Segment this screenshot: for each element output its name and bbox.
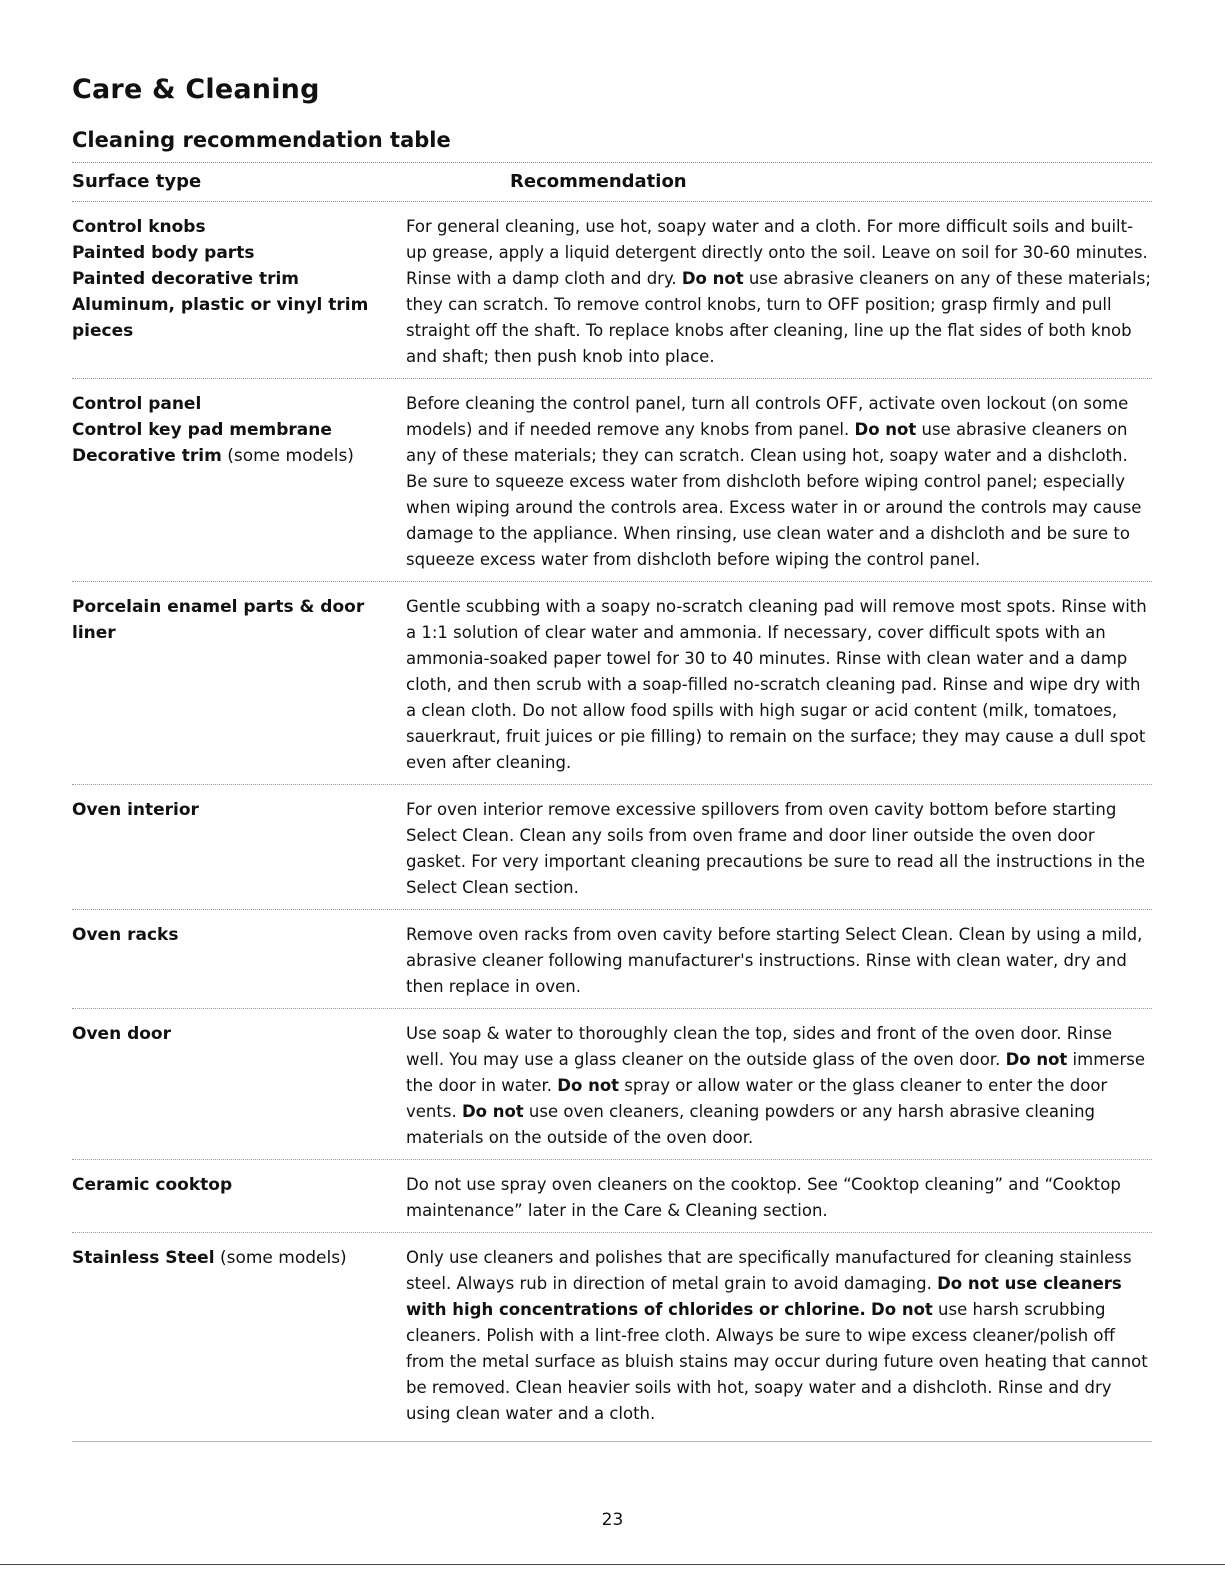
page-title: Care & Cleaning xyxy=(72,74,320,105)
recommendation-text: Remove oven racks from oven cavity before starting Select Clean. Clean by using a mild, abrasive cleaner following manufacturer's instructions. Rinse with clean water, dry and then replace in oven. xyxy=(406,925,1143,996)
recommendation-text: spray or allow water or the glass cleaner to enter the door vents. xyxy=(406,1076,1108,1121)
recommendation-text: Only use cleaners and polishes that are specifically manufactured for cleaning stainless steel. Always rub in direction of metal grain to avoid damaging. xyxy=(406,1248,1132,1293)
surface-type-label: Stainless Steel (some models) xyxy=(72,1248,347,1268)
recommendation-text: Before cleaning the control panel, turn all controls OFF, activate oven lockout (on some models) and if needed remove any knobs from panel. xyxy=(406,394,1129,439)
table-row xyxy=(72,202,1152,379)
recommendation-text: use abrasive cleaners on any of these materials; they can scratch. Clean using hot, soapy water and a dishcloth. Be sure to squeeze excess water from dishcloth before wiping control panel; especially when wiping around the controls area. Excess water in or around the controls may cause damage to the appliance. When rinsing, use clean water and a dishcloth and be sure to squeeze excess water from dishcloth before wiping the control panel. xyxy=(406,420,1142,569)
recommendation-cell xyxy=(406,391,1152,573)
surface-type-cell xyxy=(72,391,406,573)
warning-text: Do not xyxy=(854,420,917,439)
table-body xyxy=(72,202,1152,1442)
surface-type-cell xyxy=(72,214,406,370)
surface-type-label: Control knobs xyxy=(72,217,206,237)
table-header xyxy=(72,163,1152,202)
surface-type-cell xyxy=(72,797,406,901)
surface-type-cell xyxy=(72,594,406,776)
recommendation-cell xyxy=(406,797,1152,901)
surface-type-label: Control key pad membrane xyxy=(72,420,332,440)
surface-type-note: (some models) xyxy=(214,1248,347,1268)
recommendation-cell xyxy=(406,1021,1152,1151)
surface-type-cell xyxy=(72,1021,406,1151)
surface-type-label: Oven racks xyxy=(72,925,179,945)
table-row xyxy=(72,1233,1152,1442)
table-row xyxy=(72,910,1152,1009)
recommendation-text: Gentle scubbing with a soapy no-scratch cleaning pad will remove most spots. Rinse with a 1:1 solution of clear water and ammonia. If necessary, cover difficult spots with an ammonia-soaked paper towel for 30 to 40 minutes. Rinse with clean water and a damp cloth, and then scrub with a soap-filled no-scratch cleaning pad. Rinse and wipe dry with a clean cloth. Do not allow food spills with high sugar or acid content (milk, tomatoes, sauerkraut, fruit juices or pie filling) to remain on the surface; they may cause a dull spot even after cleaning. xyxy=(406,597,1147,772)
page-number: 23 xyxy=(601,1510,624,1530)
surface-type-label: Decorative trim (some models) xyxy=(72,446,354,466)
recommendation-cell xyxy=(406,594,1152,776)
surface-type-note: (some models) xyxy=(221,446,354,466)
recommendation-text: For oven interior remove excessive spillovers from oven cavity bottom before starting Select Clean. Clean any soils from oven frame and door liner outside the oven door gasket. For very important cleaning precautions be sure to read all the instructions in the Select Clean section. xyxy=(406,800,1146,897)
table-row xyxy=(72,582,1152,785)
recommendation-text: For general cleaning, use hot, soapy water and a cloth. For more difficult soils and built-up grease, apply a liquid detergent directly onto the soil. Leave on soil for 30-60 minutes. Rinse with a damp cloth and dry. xyxy=(406,217,1148,288)
recommendation-cell xyxy=(406,1245,1152,1427)
table-row xyxy=(72,1009,1152,1160)
warning-text: Do not xyxy=(1005,1050,1068,1069)
surface-type-label: Painted body parts xyxy=(72,243,255,263)
recommendation-text: use oven cleaners, cleaning powders or any harsh abrasive cleaning materials on the outside of the oven door. xyxy=(406,1102,1096,1147)
section-title: Cleaning recommendation table xyxy=(72,128,451,152)
table-row xyxy=(72,785,1152,910)
recommendation-cell xyxy=(406,922,1152,1000)
warning-text: Do not xyxy=(557,1076,620,1095)
surface-type-label: Painted decorative trim xyxy=(72,269,299,289)
page-bottom-edge xyxy=(0,1564,1225,1565)
recommendation-cell xyxy=(406,1172,1152,1224)
surface-type-label: Oven door xyxy=(72,1024,171,1044)
surface-type-cell xyxy=(72,922,406,1000)
table-row xyxy=(72,1160,1152,1233)
header-surface-type: Surface type xyxy=(72,171,202,192)
recommendation-text: Use soap & water to thoroughly clean the top, sides and front of the oven door. Rinse well. You may use a glass cleaner on the outside glass of the oven door. xyxy=(406,1024,1113,1069)
surface-type-label: Control panel xyxy=(72,394,202,414)
recommendation-cell xyxy=(406,214,1152,370)
recommendation-text: use abrasive cleaners on any of these materials; they can scratch. To remove control knobs, turn to OFF position; grasp firmly and pull straight off the shaft. To replace knobs after cleaning, line up the flat sides of both knob and shaft; then push knob into place. xyxy=(406,269,1151,366)
surface-type-cell xyxy=(72,1172,406,1224)
surface-type-label: Porcelain enamel parts & door liner xyxy=(72,597,365,643)
document-page xyxy=(72,72,1152,1442)
recommendation-text: immerse the door in water. xyxy=(406,1050,1145,1095)
recommendation-text: Do not use spray oven cleaners on the cooktop. See “Cooktop cleaning” and “Cooktop maintenance” later in the Care & Cleaning section. xyxy=(406,1175,1121,1220)
warning-text: Do not xyxy=(681,269,744,288)
surface-type-label: Oven interior xyxy=(72,800,199,820)
surface-type-label: Ceramic cooktop xyxy=(72,1175,233,1195)
warning-text: Do not use cleaners with high concentrations of chlorides or chlorine. xyxy=(406,1274,1122,1319)
header-recommendation: Recommendation xyxy=(510,171,687,192)
warning-text: Do not xyxy=(461,1102,524,1121)
surface-type-label: Aluminum, plastic or vinyl trim pieces xyxy=(72,295,369,341)
warning-text: Do not xyxy=(871,1300,933,1319)
recommendation-text: use harsh scrubbing cleaners. Polish with a lint-free cloth. Always be sure to wipe excess cleaner/polish off from the metal surface as bluish stains may occur during future oven heating that cannot be removed. Clean heavier soils with hot, soapy water and a dishcloth. Rinse and dry using clean water and a cloth. xyxy=(406,1300,1148,1423)
surface-type-cell xyxy=(72,1245,406,1427)
table-row xyxy=(72,379,1152,582)
